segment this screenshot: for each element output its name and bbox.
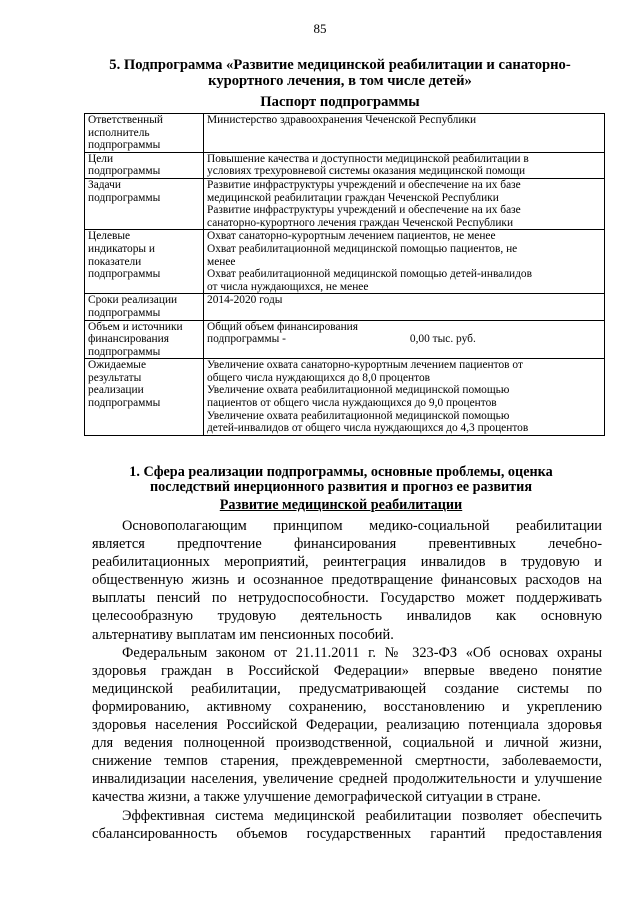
paragraph-line: выплаты пенсий по нетрудоспособности. Государство может поддерживать	[92, 590, 602, 607]
topic-title	[80, 497, 602, 514]
paragraph-line: общественную жизнь и осознанное предотвращение финансовых расходов на	[92, 572, 602, 589]
row-value	[204, 178, 605, 229]
value-line: детей-инвалидов от общего числа нуждающихся до 4,3 процентов	[207, 422, 529, 435]
value-line: 2014-2020 годы	[207, 294, 283, 307]
label-line: подпрограммы	[88, 306, 161, 319]
table-row	[85, 359, 605, 436]
table-row	[85, 230, 605, 294]
value-line: общего числа нуждающихся до 8,0 процентов	[207, 371, 431, 384]
page-number: 85	[313, 21, 327, 36]
paragraph-line: альтернативу выплатам им пенсионных пособий.	[92, 626, 394, 643]
row-label	[85, 320, 204, 359]
row-label	[85, 178, 204, 229]
value-line: Развитие инфраструктуры учреждений и обеспечение на их базе	[207, 204, 521, 217]
row-label	[85, 114, 204, 153]
paragraph-line: Эффективная система медицинской реабилитации позволяет обеспечить	[122, 807, 602, 824]
label-line: Целевые	[88, 230, 131, 243]
label-line: подпрограммы	[88, 397, 161, 410]
paragraph-line: здоровья населения Российской Федерации, реализацию потенциала здоровья	[92, 717, 602, 734]
label-line: подпрограммы	[88, 191, 161, 204]
paragraph-line: Основополагающим принципом медико-социальной реабилитации	[122, 518, 602, 534]
row-value	[204, 152, 605, 178]
value-line: Увеличение охвата реабилитационной медицинской помощью	[207, 409, 510, 422]
paragraph-line: инвалидизации населения, увеличение средней продолжительности и улучшение	[92, 771, 602, 788]
paragraph-line: здоровья граждан в Российской Федерации» впервые введено понятие	[92, 662, 602, 679]
subsection-title	[80, 465, 602, 495]
value-line: пациентов от общего числа нуждающихся до 9,0 процентов	[207, 397, 497, 410]
label-line: Цели	[88, 152, 114, 165]
label-line: Сроки реализации	[88, 294, 178, 307]
value-line: санаторно-курортного лечения граждан Чеченской Республики	[207, 216, 514, 229]
body-text	[92, 517, 602, 843]
row-value	[204, 320, 605, 359]
value-line: от числа нуждающихся, не менее	[207, 280, 369, 293]
label-line: подпрограммы	[88, 268, 161, 281]
financing-label: подпрограммы -	[207, 333, 286, 346]
row-label	[85, 152, 204, 178]
passport-title: Паспорт подпрограммы	[260, 94, 420, 110]
value-line: медицинской реабилитации граждан Чеченской Республики	[207, 191, 499, 204]
value-line: менее	[207, 255, 236, 268]
value-line: Общий объем финансирования	[207, 320, 359, 333]
value-line: Увеличение охвата реабилитационной медицинской помощью	[207, 384, 510, 397]
topic-title-text: Развитие медицинской реабилитации	[219, 497, 463, 513]
row-label	[85, 294, 204, 320]
row-label	[85, 230, 204, 294]
paragraph-line: медицинской реабилитации, предусматривающей создание системы по	[92, 680, 602, 697]
value-line: условиях трехуровневой системы оказания медицинской помощи	[207, 165, 526, 178]
label-line: исполнитель	[88, 126, 150, 139]
section-title-line: курортного лечения, в том числе детей»	[208, 73, 472, 89]
paragraph-line: снижение темпов старения, преждевременной смертности, заболеваемости,	[92, 753, 602, 770]
label-line: Объем и источники	[88, 320, 183, 333]
paragraph-line: реабилитационных мероприятий, реинтеграция инвалидов в трудовую и	[92, 554, 602, 571]
financing-amount: 0,00 тыс. руб.	[409, 333, 476, 346]
table-row	[85, 152, 605, 178]
row-value	[204, 359, 605, 436]
value-line: Увеличение охвата санаторно-курортным лечением пациентов от	[207, 359, 523, 372]
value-line: Министерство здравоохранения Чеченской Республики	[207, 114, 477, 126]
table-row	[85, 178, 605, 229]
paragraph-line: формированию, активному сохранению, восстановлению и укреплению	[92, 698, 602, 715]
label-line: Ответственный	[88, 114, 164, 126]
row-value	[204, 114, 605, 153]
label-line: подпрограммы	[88, 139, 161, 152]
value-line: Охват санаторно-курортным лечением пациентов, не менее	[207, 230, 496, 243]
section-title	[80, 57, 600, 89]
paragraph-line: для ведения полноценной производственной, социальной и личной жизни,	[92, 735, 602, 752]
subsection-title-line: 1. Сфера реализации подпрограммы, основные проблемы, оценка	[129, 464, 553, 480]
label-line: показатели	[88, 255, 142, 268]
table-row	[85, 114, 605, 153]
value-line: Развитие инфраструктуры учреждений и обеспечение на их базе	[207, 178, 521, 191]
label-line: Ожидаемые	[88, 359, 147, 372]
row-value	[204, 294, 605, 320]
table-row	[85, 294, 605, 320]
label-line: подпрограммы	[88, 165, 161, 178]
section-title-line: 5. Подпрограмма «Развитие медицинской реабилитации и санаторно-	[109, 57, 571, 73]
label-line: реализации	[88, 384, 144, 397]
value-line: Охват реабилитационной медицинской помощью детей-инвалидов	[207, 268, 532, 281]
label-line: финансирования	[88, 333, 169, 346]
paragraph-line: сбалансированность объемов государственных гарантий предоставления	[92, 825, 602, 842]
label-line: подпрограммы	[88, 345, 161, 358]
row-label	[85, 359, 204, 436]
financing-amount-line	[207, 333, 601, 346]
value-line: Охват реабилитационной медицинской помощью пациентов, не	[207, 242, 518, 255]
paragraph-line: целесообразную трудовую деятельность инвалидов как основную	[92, 608, 602, 625]
paragraph-line: является предпочтение финансирования превентивных лечебно-	[92, 536, 602, 553]
passport-table	[84, 113, 605, 436]
paragraph-line: качества жизни, а также улучшение демографической ситуации в стране.	[92, 789, 541, 806]
value-line: Повышение качества и доступности медицинской реабилитации в	[207, 152, 529, 165]
paragraph-line: Федеральным законом от 21.11.2011 г. № 323-ФЗ «Об основах охраны	[122, 644, 602, 661]
label-line: индикаторы и	[88, 242, 156, 255]
label-line: Задачи	[88, 178, 121, 191]
row-value	[204, 230, 605, 294]
subsection-title-line: последствий инерционного развития и прогноз ее развития	[150, 479, 532, 495]
label-line: результаты	[88, 371, 142, 384]
table-row	[85, 320, 605, 359]
